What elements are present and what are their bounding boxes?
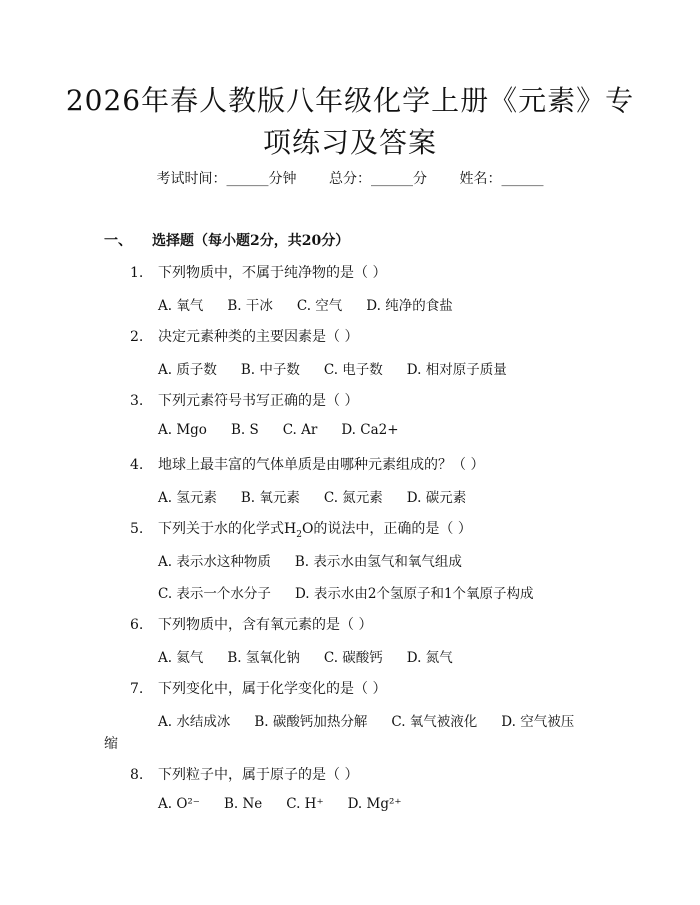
question-8-options [158,796,426,812]
option: C. 碳酸钙 [323,650,383,666]
question-1: 1. 下列物质中，不属于纯净物的是（ ） [130,265,387,281]
option: D. Mg²⁺ [347,796,402,812]
question-5-options-row-1 [158,550,486,570]
option: D. 表示水由2个氢原子和1个氧原子构成 [294,586,534,602]
title-line-1: 2026年春人教版八年级化学上册《元素》专 [65,84,635,117]
question-3: 3. 下列元素符号书写正确的是（ ） [130,393,359,409]
question-6-options [158,646,477,666]
question-2-options [158,358,531,378]
option: D. 碳元素 [406,490,467,506]
question-6: 6. 下列物质中，含有氧元素的是（ ） [130,617,373,633]
option: A. O²⁻ [158,796,200,812]
option: A. 水结成冰 [158,714,231,730]
option: A. 氦气 [158,650,204,666]
question-4: 4. 地球上最丰富的气体单质是由哪种元素组成的？（ ） [130,457,485,473]
question-8: 8. 下列粒子中，属于原子的是（ ） [130,767,359,783]
option: C. H⁺ [286,796,324,812]
section-title: 选择题（每小题2分，共20分） [152,233,350,249]
option: C. 空气 [296,298,343,314]
option: C. Ar [282,422,318,438]
option: B. 碳酸钙加热分解 [254,714,368,730]
option: D. Ca2+ [341,422,399,438]
option: B. 氢氧化钠 [227,650,300,666]
exam-info [0,168,700,188]
option: A. 氧气 [158,298,204,314]
question-7: 7. 下列变化中，属于化学变化的是（ ） [130,681,387,697]
student-name: 姓名：______ [459,171,544,187]
document-title [60,80,640,164]
section-heading [104,230,349,250]
total-score: 总分：______分 [329,171,427,187]
section-number: 一、 [104,233,132,249]
title-line-2: 项练习及答案 [262,126,437,159]
question-2: 2. 决定元素种类的主要因素是（ ） [130,329,359,345]
option: B. 中子数 [240,362,300,378]
question-3-options [158,422,423,438]
question-5: 5. 下列关于水的化学式$H_2O$的说法中，正确的是（ ） [130,521,472,540]
option: B. 表示水由氢气和氧气组成 [294,554,462,570]
option: B. 干冰 [227,298,273,314]
option: D. 相对原子质量 [406,362,507,378]
option: D. 纯净的食盐 [366,298,453,314]
question-7-wrap: 缩 [104,736,118,752]
option: C. 表示一个水分子 [158,586,271,602]
question-5-options-row-2 [158,582,558,602]
option: D. 氮气 [406,650,453,666]
exam-time: 考试时间：______分钟 [156,171,297,187]
option: A. 氢元素 [158,490,217,506]
question-1-options [158,294,477,314]
option: A. 质子数 [158,362,217,378]
question-4-options [158,486,490,506]
option: B. S [230,422,259,438]
option: A. Mgo [158,422,207,438]
option: C. 氮元素 [323,490,383,506]
option: A. 表示水这种物质 [158,554,271,570]
option: C. 电子数 [323,362,383,378]
option: C. 氧气被液化 [391,714,478,730]
option: D. 空气被压 [501,714,575,730]
option: B. Ne [223,796,263,812]
question-7-options [158,710,574,730]
option: B. 氧元素 [240,490,300,506]
